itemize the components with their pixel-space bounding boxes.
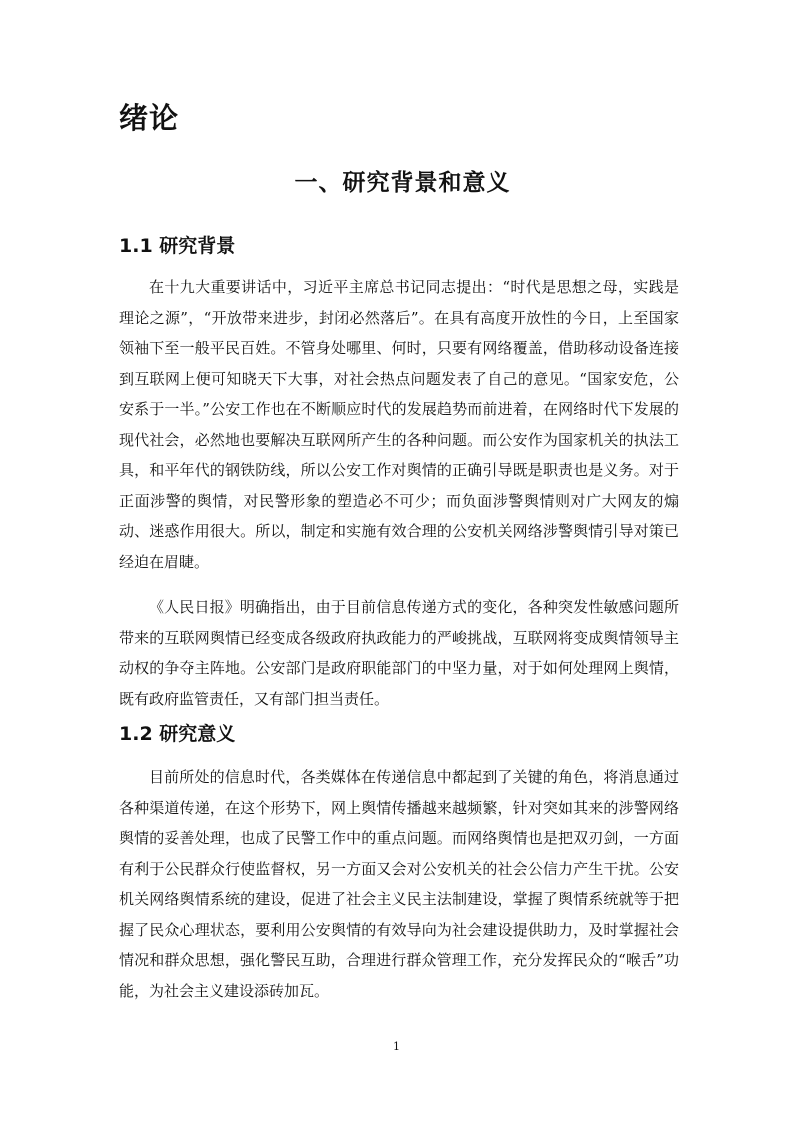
paragraph-background-2: 《人民日报》明确指出，由于目前信息传递方式的变化，各种突发性敏感问题所带来的互联网舆情已经变成各级政府执政能力的严峻挑战，互联网将变成舆情领导主动权的争夺主阵地。公安部门是政府职能部门的中坚力量，对于如何处理网上舆情，既有政府监管责任，又有部门担当责任。 — [119, 598, 679, 708]
chapter-title: 绪论 — [119, 101, 180, 135]
page-number: 1 — [393, 1040, 400, 1053]
paragraph-significance-1: 目前所处的信息时代，各类媒体在传递信息中都起到了关键的角色，将消息通过各种渠道传递，在这个形势下，网上舆情传播越来越频繁，针对突如其来的涉警网络舆情的妥善处理，也成了民警工作中的重点问题。而网络舆情也是把双刃剑，一方面有利于公民群众行使监督权，另一方面又会对公安机关的社会公信力产生干扰。公安机关网络舆情系统的建设，促进了社会主义民主法制建设，掌握了舆情系统就等于把握了民众心理状态，要利用公安舆情的有效导向为社会建设提供助力，及时掌握社会情况和群众思想，强化警民互助，合理进行群众管理工作，充分发挥民众的“喉舌”功能，为社会主义建设添砖加瓦。 — [119, 768, 679, 1000]
subsection-title-background: 1.1 研究背景 — [119, 235, 236, 257]
subsection-title-significance: 1.2 研究意义 — [119, 723, 236, 745]
section-heading: 一、研究背景和意义 — [294, 170, 511, 196]
paragraph-background-1: 在十九大重要讲话中，习近平主席总书记同志提出：“时代是思想之母，实践是理论之源”，“开放带来进步，封闭必然落后”。在具有高度开放性的今日，上至国家领袖下至一般平民百姓。不管身处哪里、何时，只要有网络覆盖，借助移动设备连接到互联网上便可知晓天下大事，对社会热点问题发表了自己的意见。“国家安危，公安系于一半。”公安工作也在不断顺应时代的发展趋势而前进着，在网络时代下发展的现代社会，必然地也要解决互联网所产生的各种问题。而公安作为国家机关的执法工具，和平年代的钢铁防线，所以公安工作对舆情的正确引导既是职责也是义务。对于正面涉警的舆情，对民警形象的塑造必不可少；而负面涉警舆情则对广大网友的煽动、迷惑作用很大。所以，制定和实施有效合理的公安机关网络涉警舆情引导对策已经迫在眉睫。 — [119, 278, 679, 571]
